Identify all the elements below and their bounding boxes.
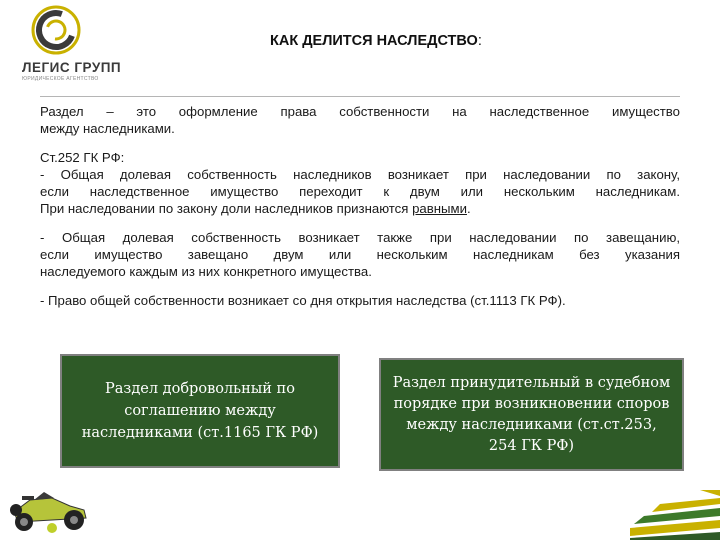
equal-shares-text: равными bbox=[412, 201, 467, 216]
main-text bbox=[40, 96, 680, 309]
p2-line-3: наследуемого каждым из них конкретного имущества. bbox=[40, 264, 372, 279]
race-car-icon bbox=[0, 470, 96, 540]
intro-line-2: между наследниками. bbox=[40, 121, 175, 136]
p2-line-2: если имущество завещано двум или нескольким наследникам без указания bbox=[40, 247, 680, 262]
page-title: КАК ДЕЛИТСЯ НАСЛЕДСТВО: bbox=[270, 33, 482, 49]
logo-tagline: ЮРИДИЧЕСКОЕ АГЕНТСТВО bbox=[22, 76, 99, 82]
p1-line-2: если наследственное имущество переходит к двум или нескольким наследникам. bbox=[40, 184, 680, 199]
voluntary-division-box: Раздел добровольный по соглашению между наследниками (ст.1165 ГК РФ) bbox=[60, 354, 340, 468]
p2-line-1: - Общая долевая собственность возникает также при наследовании по завещанию, bbox=[40, 230, 680, 245]
decorative-stripes bbox=[630, 490, 720, 540]
intro-line-1: Раздел – это оформление права собственности на наследственное имущество bbox=[40, 104, 680, 119]
logo-text: ЛЕГИС ГРУПП bbox=[22, 60, 122, 75]
p1-line-3: При наследовании по закону доли наследников признаются равными. bbox=[40, 201, 471, 216]
article-heading: Ст.252 ГК РФ: bbox=[40, 150, 125, 165]
p1-line-1: - Общая долевая собственность наследников возникает при наследовании по закону, bbox=[40, 167, 680, 182]
p3-line: - Право общей собственности возникает со дня открытия наследства (ст.1113 ГК РФ). bbox=[40, 293, 566, 308]
judicial-division-box: Раздел принудительный в судебном порядке при возникновении споров между наследниками (ст.ст.253, 254 ГК РФ) bbox=[379, 358, 684, 471]
